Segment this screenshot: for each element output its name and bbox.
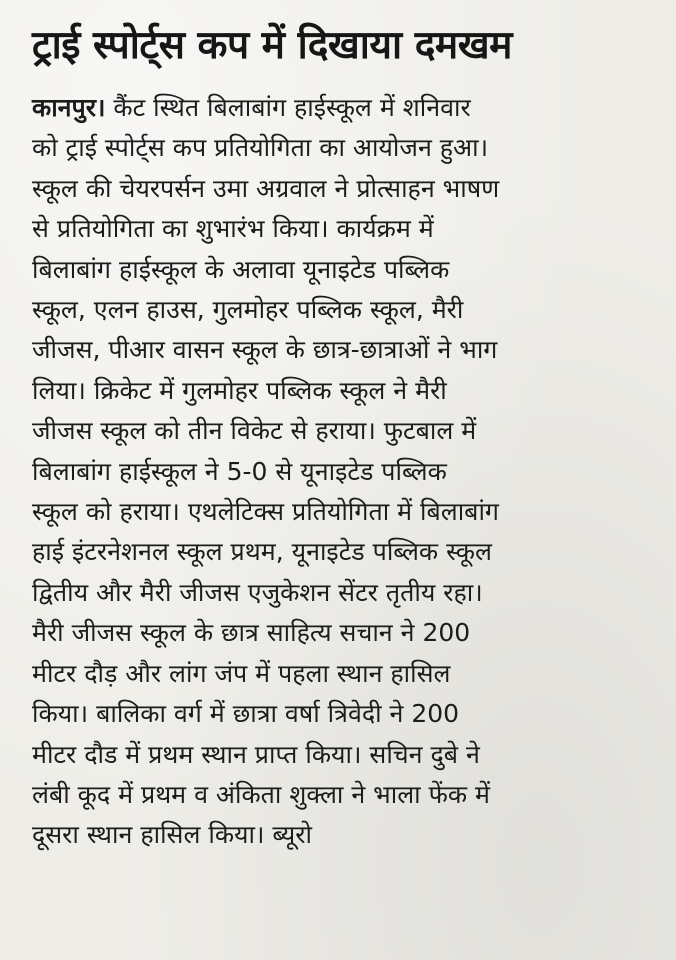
article-line: को ट्राई स्पोर्ट्स कप प्रतियोगिता का आयोजन हुआ।	[32, 133, 489, 163]
article-line-text: कैंट स्थित बिलाबांग हाईस्कूल में शनिवार	[113, 93, 471, 122]
article-line: स्कूल की चेयरपर्सन उमा अग्रवाल ने प्रोत्साहन भाषण	[32, 173, 500, 203]
article-line: हाई इंटरनेशनल स्कूल प्रथम, यूनाइटेड पब्लिक स्कूल	[32, 537, 492, 567]
article-line	[32, 88, 650, 128]
article-line: मीटर दौड़ और लांग जंप में पहला स्थान हासिल	[32, 658, 451, 688]
article-line: बिलाबांग हाईस्कूल ने 5-0 से यूनाइटेड पब्लिक	[32, 456, 447, 486]
article-line: स्कूल को हराया। एथलेटिक्स प्रतियोगिता में बिलाबांग	[32, 497, 500, 527]
article-line: मीटर दौड में प्रथम स्थान प्राप्त किया। सचिन दुबे ने	[32, 739, 480, 769]
article-line: लिया। क्रिकेट में गुलमोहर पब्लिक स्कूल ने मैरी	[32, 375, 447, 405]
article-line: बिलाबांग हाईस्कूल के अलावा यूनाइटेड पब्लिक	[32, 254, 450, 284]
dateline: कानपुर।	[32, 93, 106, 122]
article-line: स्कूल, एलन हाउस, गुलमोहर पब्लिक स्कूल, मैरी	[32, 295, 464, 325]
article-line: मैरी जीजस स्कूल के छात्र साहित्य सचान ने 200	[32, 618, 471, 648]
article-line: जीजस स्कूल को तीन विकेट से हराया। फुटबाल में	[32, 416, 477, 446]
article-line: जीजस, पीआर वासन स्कूल के छात्र-छात्राओं ने भाग	[32, 335, 498, 365]
article-line: लंबी कूद में प्रथम व अंकिता शुक्ला ने भाला फेंक में	[32, 779, 490, 809]
article-line: दूसरा स्थान हासिल किया। ब्यूरो	[32, 820, 312, 850]
article-line: द्वितीय और मैरी जीजस एजुकेशन सेंटर तृतीय रहा।	[32, 577, 483, 607]
article-line: से प्रतियोगिता का शुभारंभ किया। कार्यक्रम में	[32, 214, 434, 244]
article-body	[32, 88, 650, 856]
headline: ट्राई स्पोर्ट्स कप में दिखाया दमखम	[32, 23, 512, 68]
article-line: किया। बालिका वर्ग में छात्रा वर्षा त्रिवेदी ने 200	[32, 699, 460, 729]
